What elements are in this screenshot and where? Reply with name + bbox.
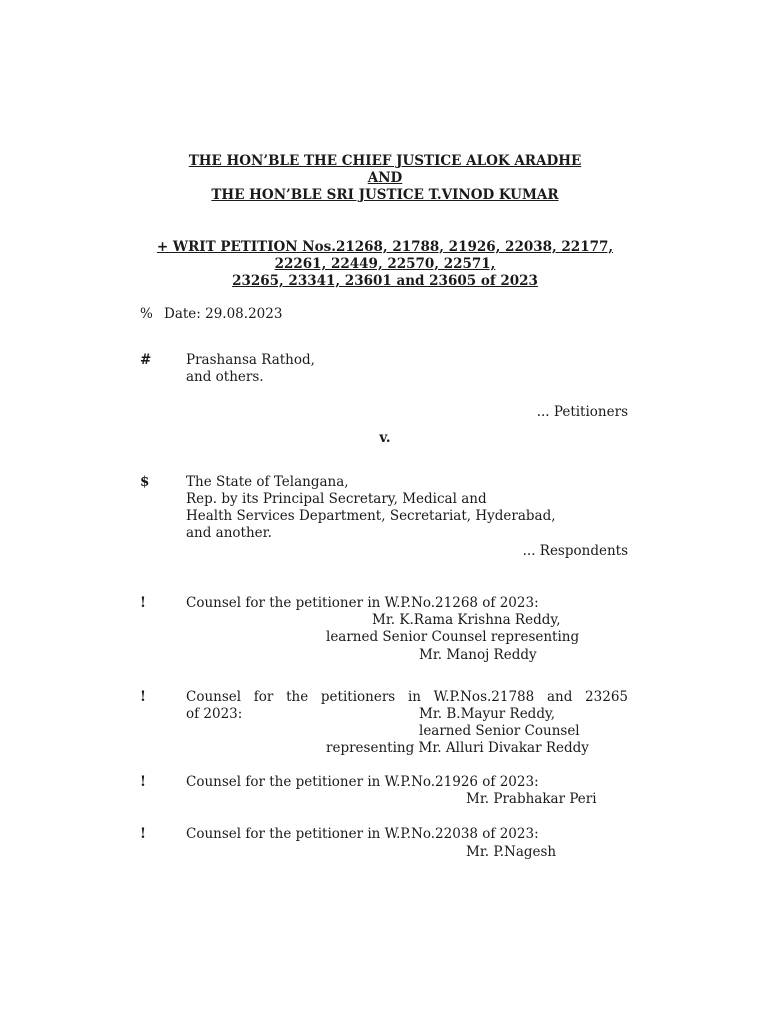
bench-line-3: THE HON’BLE SRI JUSTICE T.VINOD KUMAR <box>211 187 559 203</box>
petitioners-role: ... Petitioners <box>536 404 628 420</box>
counsel-2-heading: Counsel for the petitioners in W.P.Nos.21788 and 23265 <box>186 689 628 705</box>
bench-line-2: AND <box>367 170 403 186</box>
counsel-1-designation: learned Senior Counsel representing <box>326 629 580 645</box>
respondent-line-3: Health Services Department, Secretariat, Hyderabad, <box>186 508 556 524</box>
counsel-1-heading: Counsel for the petitioner in W.P.No.21268 of 2023: <box>186 595 539 611</box>
counsel-2-represented: representing Mr. Alluri Divakar Reddy <box>326 740 589 756</box>
counsel-1-represented: Mr. Manoj Reddy <box>419 647 537 663</box>
counsel-4-marker: ! <box>140 826 146 842</box>
counsel-3-heading: Counsel for the petitioner in W.P.No.21926 of 2023: <box>186 774 539 790</box>
respondents-marker: $ <box>140 474 150 490</box>
respondent-line-4: and another. <box>186 525 272 541</box>
respondents-role: ... Respondents <box>522 543 628 559</box>
counsel-4-name: Mr. P.Nagesh <box>466 844 557 860</box>
petitioner-others: and others. <box>186 369 264 385</box>
counsel-2-marker: ! <box>140 689 146 705</box>
petition-line-2: 22261, 22449, 22570, 22571, <box>274 256 496 272</box>
counsel-2-name: Mr. B.Mayur Reddy, <box>419 706 556 722</box>
counsel-3-name: Mr. Prabhakar Peri <box>466 791 597 807</box>
petitioners-marker: # <box>140 352 152 368</box>
bench-line-1: THE HON’BLE THE CHIEF JUSTICE ALOK ARADHE <box>188 153 582 169</box>
judgment-date: Date: 29.08.2023 <box>164 306 283 322</box>
counsel-1-name: Mr. K.Rama Krishna Reddy, <box>372 612 561 628</box>
counsel-2-heading-cont: of 2023: <box>186 706 243 722</box>
counsel-4-heading: Counsel for the petitioner in W.P.No.22038 of 2023: <box>186 826 539 842</box>
counsel-1-marker: ! <box>140 595 146 611</box>
petitioner-name: Prashansa Rathod, <box>186 352 315 368</box>
petition-line-3: 23265, 23341, 23601 and 23605 of 2023 <box>232 273 538 289</box>
versus: v. <box>379 430 391 446</box>
counsel-3-marker: ! <box>140 774 146 790</box>
petition-line-1: + WRIT PETITION Nos.21268, 21788, 21926, 22038, 22177, <box>156 239 614 255</box>
date-marker: % <box>140 306 153 322</box>
respondent-line-2: Rep. by its Principal Secretary, Medical and <box>186 491 487 507</box>
counsel-2-designation: learned Senior Counsel <box>419 723 580 739</box>
respondent-line-1: The State of Telangana, <box>186 474 349 490</box>
